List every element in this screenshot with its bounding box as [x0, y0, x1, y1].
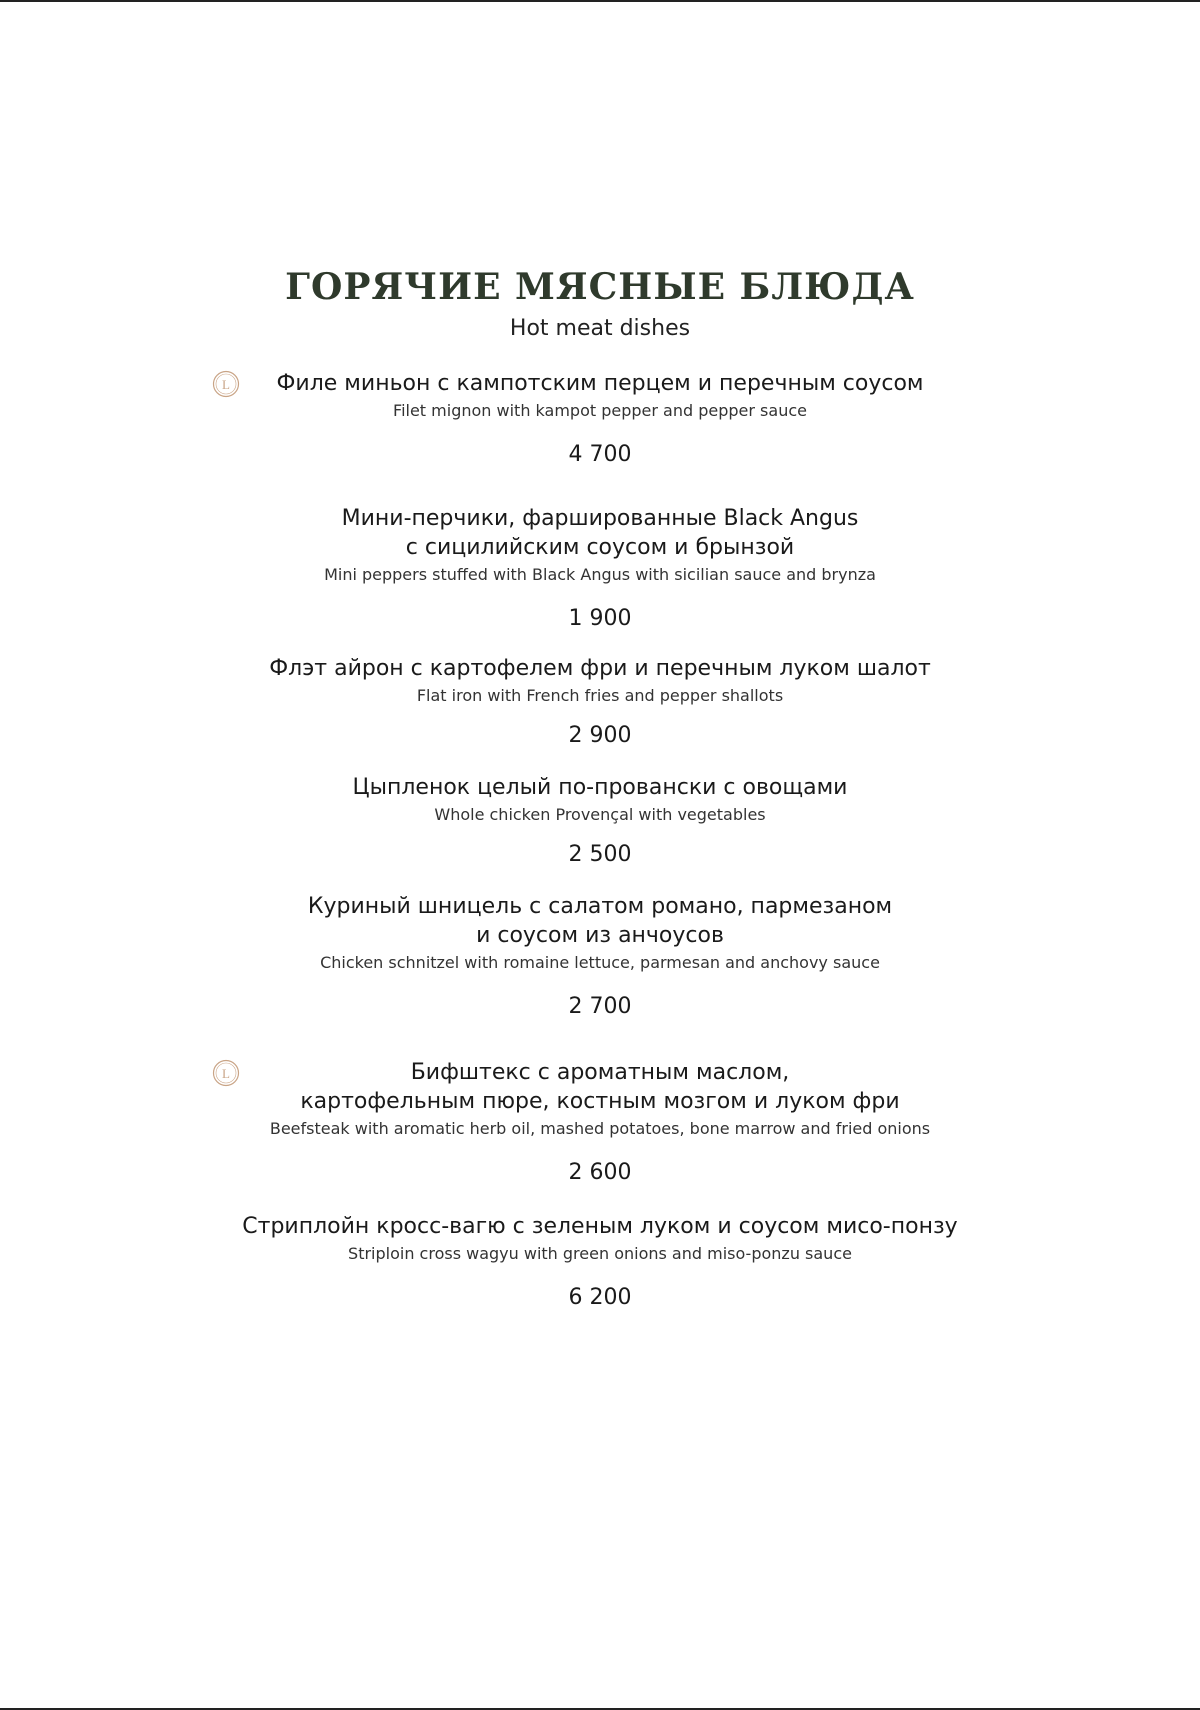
menu-item: [0, 892, 1200, 1022]
item-title-line: картофельным пюре, костным мозгом и луком фри: [300, 1089, 900, 1114]
item-title-line: Стриплойн кросс-вагю с зеленым луком и соусом мисо-понзу: [242, 1214, 958, 1239]
item-title-line: Куриный шницель с салатом романо, пармезаном: [307, 894, 893, 919]
item-title-line: Мини-перчики, фаршированные Black Angus: [341, 506, 859, 531]
item-title: [0, 892, 1200, 950]
menu-item: [0, 1212, 1200, 1313]
logo-emblem-icon: [212, 370, 240, 398]
item-title: [0, 773, 1200, 802]
menu-item: [0, 654, 1200, 751]
item-description: Whole chicken Provençal with vegetables: [434, 805, 766, 824]
svg-text:L: L: [222, 377, 230, 392]
item-description: Beefsteak with aromatic herb oil, mashed potatoes, bone marrow and fried onions: [269, 1119, 931, 1138]
item-title: [0, 369, 1200, 398]
menu-item: [0, 504, 1200, 634]
menu-section: [0, 262, 1200, 1313]
item-title: [0, 1058, 1200, 1116]
item-price: 4 700: [568, 442, 632, 467]
item-description: Striploin cross wagyu with green onions and miso-ponzu sauce: [348, 1244, 852, 1263]
menu-item: [0, 773, 1200, 870]
logo-emblem-icon: [212, 1059, 240, 1087]
item-description: Filet mignon with kampot pepper and pepper sauce: [393, 401, 807, 420]
item-title-line: и соусом из анчоусов: [476, 923, 724, 948]
item-title-line: Цыпленок целый по-провански с овощами: [352, 775, 848, 800]
item-title-line: Флэт айрон с картофелем фри и перечным луком шалот: [269, 656, 931, 681]
item-title-line: с сицилийским соусом и брынзой: [405, 535, 795, 560]
page-border-top: [0, 0, 1200, 2]
item-title-line: Филе миньон с кампотским перцем и перечным соусом: [276, 371, 924, 396]
item-description: Mini peppers stuffed with Black Angus with sicilian sauce and brynza: [324, 565, 876, 584]
item-title: [0, 654, 1200, 683]
page-title: ГОРЯЧИЕ МЯСНЫЕ БЛЮДА: [285, 266, 915, 308]
item-price: 2 700: [568, 994, 632, 1019]
menu-item: [0, 369, 1200, 470]
item-price: 1 900: [568, 606, 632, 631]
menu-item: [0, 1058, 1200, 1188]
item-price: 6 200: [568, 1285, 632, 1310]
item-title-line: Бифштекс с ароматным маслом,: [410, 1060, 790, 1085]
item-price: 2 600: [568, 1160, 632, 1185]
item-description: Chicken schnitzel with romaine lettuce, parmesan and anchovy sauce: [320, 953, 880, 972]
item-title: [0, 504, 1200, 562]
item-title: [0, 1212, 1200, 1241]
menu-items: [0, 369, 1200, 1313]
item-price: 2 900: [568, 723, 632, 748]
page-subtitle: Hot meat dishes: [509, 316, 691, 341]
item-description: Flat iron with French fries and pepper shallots: [416, 686, 784, 705]
svg-text:L: L: [222, 1066, 230, 1081]
item-price: 2 500: [568, 842, 632, 867]
